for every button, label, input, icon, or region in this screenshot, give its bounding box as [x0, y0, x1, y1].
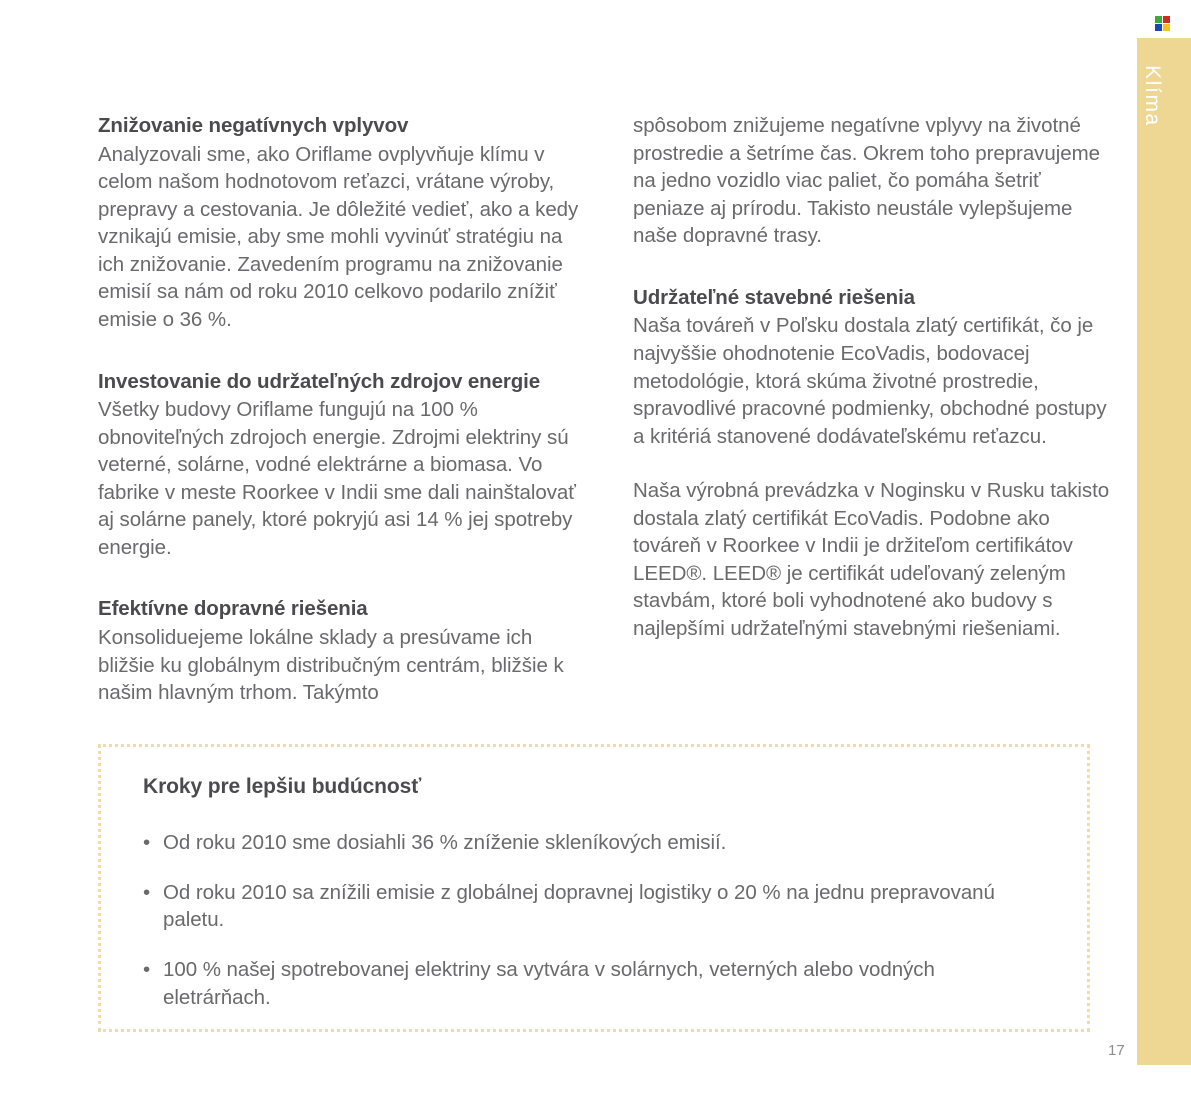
- list-item: [143, 829, 1047, 857]
- oriflame-square-logo: [1155, 16, 1170, 31]
- bullet-icon: •: [143, 880, 151, 904]
- logo-swatch-top-right: [1163, 16, 1170, 23]
- section-efektivne-dopravne-riesenia: [98, 595, 590, 706]
- section-body: Analyzovali sme, ako Oriflame ovplyvňuje klímu v celom našom hodnotovom reťazci, vrátane výroby, prepravy a cestovania. Je dôležité vedieť, ako a kedy vznikajú emisie, aby sme mohli vyvinúť stratégiu na ich znižovanie. Zavedením programu na znižovanie emisií sa nám od roku 2010 celkovo podarilo znížiť emisie o 36 %.: [98, 142, 579, 331]
- section-heading: Investovanie do udržateľných zdrojov energie: [98, 369, 541, 393]
- section-heading: Udržateľné stavebné riešenia: [633, 285, 915, 309]
- section-body-second: Naša výrobná prevádzka v Noginsku v Rusku takisto dostala zlatý certifikát EcoVadis. Podobne ako továreň v Roorkee v Indii je držiteľom certifikátov LEED®. LEED® je certifikát udeľovaný zeleným stavbám, ktoré boli vyhodnotené ako budovy s najlepšími udržateľnými stavebnými riešeniami.: [633, 479, 1110, 640]
- continued-paragraph: spôsobom znižujeme negatívne vplyvy na životné prostredie a šetríme čas. Okrem toho prepravujeme na jedno vozidlo viac paliet, čo pomáha šetriť peniaze aj prírodu. Takisto neustále vylepšujeme naše dopravné trasy.: [633, 114, 1100, 248]
- steps-callout-box: [98, 744, 1090, 1032]
- section-tab-label: Klíma: [1141, 65, 1164, 127]
- page-number: 17: [1108, 1042, 1125, 1059]
- right-text-column: [633, 112, 1113, 643]
- list-item-text: Od roku 2010 sa znížili emisie z globálnej dopravnej logistiky o 20 % na jednu prepravovanú paletu.: [163, 880, 995, 932]
- section-heading: Znižovanie negatívnych vplyvov: [98, 114, 409, 137]
- list-item: [143, 879, 1047, 934]
- left-text-column: [98, 112, 590, 707]
- section-body: Naša továreň v Poľsku dostala zlatý certifikát, čo je najvyššie ohodnotenie EcoVadis, bodovacej metodológie, ktorá skúma životné prostredie, spravodlivé pracovné podmienky, obchodné postupy a kritériá stanovené dodávateľskému reťazcu.: [633, 314, 1107, 448]
- section-body: Konsoliduejeme lokálne sklady a presúvame ich bližšie ku globálnym distribučným centrám, bližšie k našim hlavným trhom. Takýmto: [98, 626, 564, 705]
- list-item-text: 100 % našej spotrebovanej elektriny sa vytvára v solárnych, veterných alebo vodných eletrárňach.: [163, 958, 935, 1009]
- section-tab-klima: [1137, 38, 1191, 1065]
- section-udrzatelne-stavebne-riesenia: [633, 284, 1113, 643]
- bullet-icon: •: [143, 958, 151, 982]
- list-item-text: Od roku 2010 sme dosiahli 36 % zníženie skleníkových emisií.: [163, 831, 727, 854]
- bullet-icon: •: [143, 831, 151, 854]
- section-heading: Efektívne dopravné riešenia: [98, 597, 368, 621]
- logo-swatch-bottom-left: [1155, 24, 1162, 31]
- logo-swatch-top-left: [1155, 16, 1162, 23]
- section-investovanie-do-udrzatelnych-zdrojov-energie: [98, 368, 590, 562]
- callout-list: [143, 829, 1047, 1011]
- list-item: [143, 956, 1047, 1011]
- logo-swatch-bottom-right: [1163, 24, 1170, 31]
- section-body: Všetky budovy Oriflame fungujú na 100 % obnoviteľných zdrojoch energie. Zdrojmi elektriny sú veterné, solárne, vodné elektrárne a biomasa. Vo fabrike v meste Roorkee v Indii sme dali nainštalovať aj solárne panely, ktoré pokryjú asi 14 % jej spotreby energie.: [98, 398, 576, 559]
- section-znizovanie-negativnych-vplyvov: [98, 112, 590, 334]
- callout-title: Kroky pre lepšiu budúcnosť: [143, 775, 422, 798]
